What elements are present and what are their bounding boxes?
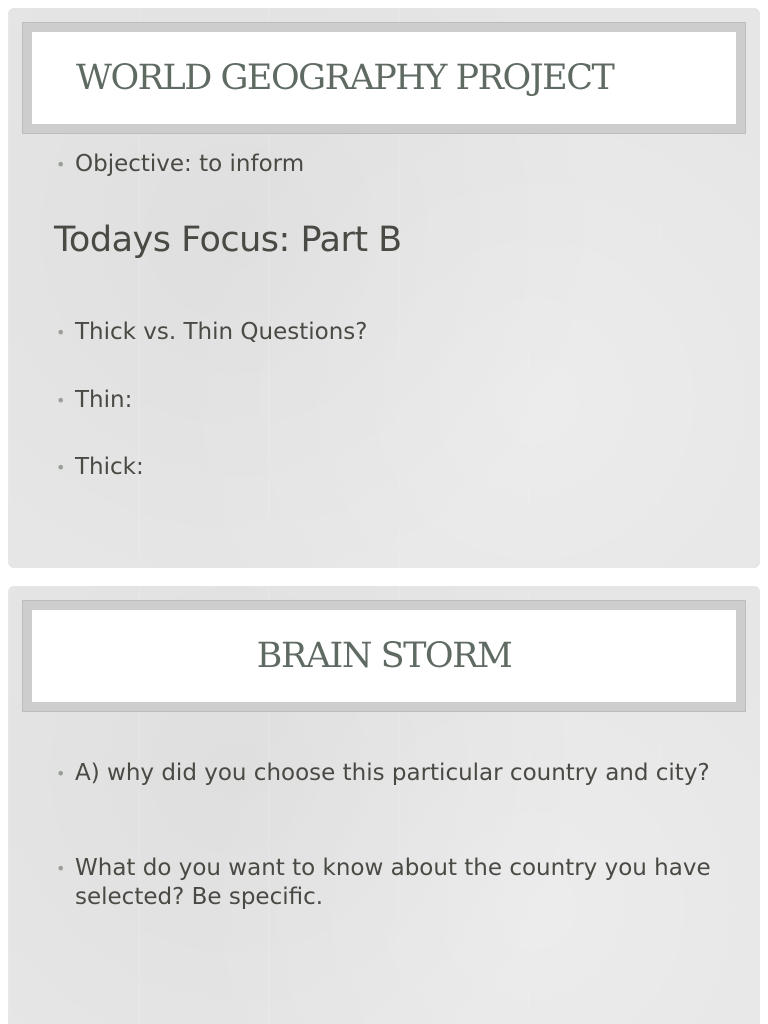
bullet-dot-icon: • xyxy=(56,323,66,342)
bullet-thick-vs-thin xyxy=(56,318,716,347)
bullet-text: Objective: to inform xyxy=(75,151,305,177)
bullet-text: A) why did you choose this particular country and city? xyxy=(75,760,710,786)
bullet-dot-icon: • xyxy=(56,391,66,410)
slide-title-frame xyxy=(22,600,746,712)
slide-title: WORLD GEOGRAPHY PROJECT xyxy=(76,58,614,98)
bullet-text: Thin: xyxy=(75,387,133,413)
bullet-text: Thick: xyxy=(75,454,144,480)
bullet-objective xyxy=(56,150,716,179)
bullet-dot-icon: • xyxy=(56,764,66,783)
slide-title: BRAIN STORM xyxy=(256,636,512,676)
focus-heading: Todays Focus: Part B xyxy=(54,220,402,260)
bullet-dot-icon: • xyxy=(56,155,66,174)
bullet-dot-icon: • xyxy=(56,458,66,477)
slide-brain-storm xyxy=(8,586,760,1024)
bullet-text: What do you want to know about the country you have selected? Be specific. xyxy=(75,855,711,910)
bullet-what-to-know xyxy=(56,854,716,912)
bullet-why-country xyxy=(56,759,716,788)
slide-world-geography xyxy=(8,8,760,568)
slide-title-box xyxy=(32,32,736,124)
slide-title-box xyxy=(32,610,736,702)
slide-title-frame xyxy=(22,22,746,134)
bullet-text: Thick vs. Thin Questions? xyxy=(75,319,368,345)
bullet-thin xyxy=(56,386,716,415)
bullet-dot-icon: • xyxy=(56,859,66,878)
bullet-thick xyxy=(56,453,716,482)
